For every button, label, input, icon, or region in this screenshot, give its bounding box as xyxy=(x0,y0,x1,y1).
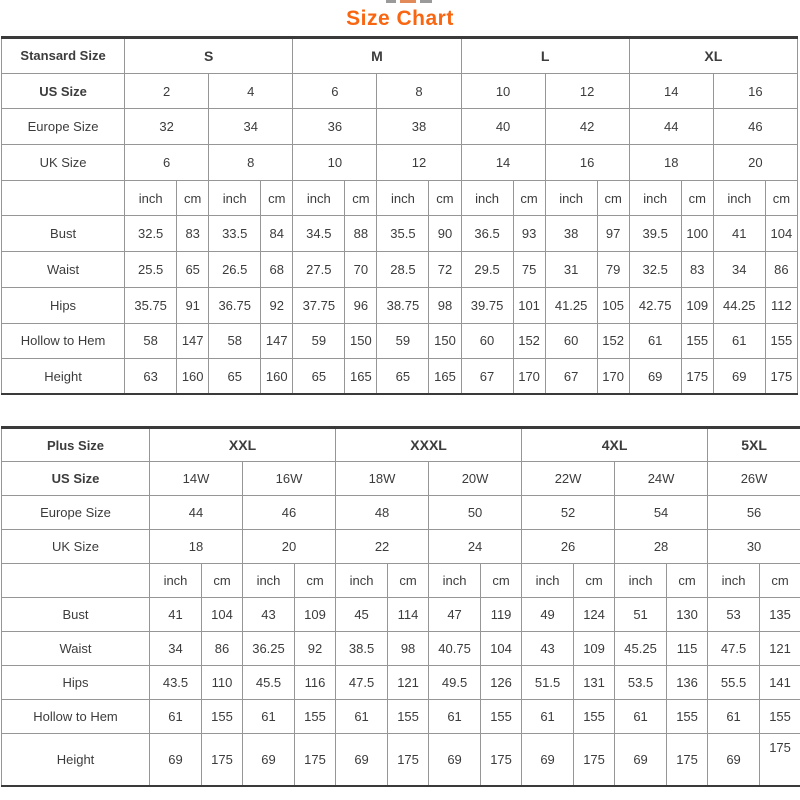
table-cell: 68 xyxy=(261,252,293,288)
table-cell: 115 xyxy=(667,632,708,666)
table-cell: 35.75 xyxy=(125,287,177,323)
table-cell: 42.75 xyxy=(629,287,681,323)
table-cell: 69 xyxy=(243,734,295,786)
unit-inch-header: inch xyxy=(209,180,261,216)
row-label: Waist xyxy=(2,252,125,288)
unit-inch-header: inch xyxy=(708,564,760,598)
row-label: UK Size xyxy=(2,530,150,564)
table-cell: 83 xyxy=(177,216,209,252)
row-label: Bust xyxy=(2,216,125,252)
table-cell: 34.5 xyxy=(293,216,345,252)
size-group-header: XXL xyxy=(150,428,336,462)
table-cell: 155 xyxy=(681,323,713,359)
table-cell: 37.75 xyxy=(293,287,345,323)
row-label: Hips xyxy=(2,287,125,323)
table-cell: 38 xyxy=(377,109,461,145)
table-cell: 33.5 xyxy=(209,216,261,252)
table-cell: 49.5 xyxy=(429,666,481,700)
table-cell: 155 xyxy=(388,700,429,734)
table-cell: 18 xyxy=(150,530,243,564)
table-row xyxy=(2,598,800,632)
table-cell: 45.5 xyxy=(243,666,295,700)
table-cell: 175 xyxy=(574,734,615,786)
table-cell: 86 xyxy=(765,252,797,288)
table-cell: 75 xyxy=(513,252,545,288)
table-cell: 155 xyxy=(760,700,800,734)
table-cell: 126 xyxy=(481,666,522,700)
table-cell: 41.25 xyxy=(545,287,597,323)
unit-inch-header: inch xyxy=(545,180,597,216)
table-cell: 54 xyxy=(615,496,708,530)
table-cell: 61 xyxy=(629,323,681,359)
table-cell: 25.5 xyxy=(125,252,177,288)
table-cell: 20 xyxy=(713,145,797,181)
unit-cm-header: cm xyxy=(345,180,377,216)
table-cell: 26.5 xyxy=(209,252,261,288)
table-cell: 41 xyxy=(713,216,765,252)
table-cell: 34 xyxy=(713,252,765,288)
table-cell: 155 xyxy=(202,700,243,734)
table-cell: 36.5 xyxy=(461,216,513,252)
table-cell: 34 xyxy=(209,109,293,145)
table-cell: 24 xyxy=(429,530,522,564)
table-cell: 44 xyxy=(150,496,243,530)
table-cell: 175 xyxy=(667,734,708,786)
table-cell: 170 xyxy=(513,359,545,395)
table-cell: 10 xyxy=(293,145,377,181)
table-row xyxy=(2,323,798,359)
table-row xyxy=(2,530,800,564)
table-cell: 150 xyxy=(429,323,461,359)
unit-inch-header: inch xyxy=(293,180,345,216)
row-label: Height xyxy=(2,359,125,395)
table-row xyxy=(2,666,800,700)
table-row xyxy=(2,73,798,109)
row-label: Europe Size xyxy=(2,109,125,145)
table-cell: 69 xyxy=(429,734,481,786)
table-cell: 61 xyxy=(708,700,760,734)
table-cell: 59 xyxy=(377,323,429,359)
table-row xyxy=(2,109,798,145)
unit-cm-header: cm xyxy=(667,564,708,598)
table-cell: 53 xyxy=(708,598,760,632)
table-cell: 39.5 xyxy=(629,216,681,252)
table-cell: 69 xyxy=(708,734,760,786)
table-cell: 152 xyxy=(597,323,629,359)
table-cell: 41 xyxy=(150,598,202,632)
table-cell: 110 xyxy=(202,666,243,700)
table-cell: 46 xyxy=(243,496,336,530)
table-cell: 44 xyxy=(629,109,713,145)
table-cell: 51 xyxy=(615,598,667,632)
table-cell: 152 xyxy=(513,323,545,359)
table-cell: 131 xyxy=(574,666,615,700)
row-label: Bust xyxy=(2,598,150,632)
table-cell: 72 xyxy=(429,252,461,288)
table-row xyxy=(2,428,800,462)
table-cell: 38 xyxy=(545,216,597,252)
table-cell: 39.75 xyxy=(461,287,513,323)
table-cell: 28 xyxy=(615,530,708,564)
table-cell: 65 xyxy=(293,359,345,395)
table-cell: 97 xyxy=(597,216,629,252)
table-cell: 67 xyxy=(545,359,597,395)
table-cell: 40 xyxy=(461,109,545,145)
table-cell: 43 xyxy=(243,598,295,632)
table-cell: 51.5 xyxy=(522,666,574,700)
table-cell: 56 xyxy=(708,496,800,530)
table-cell: 93 xyxy=(513,216,545,252)
table-cell: 109 xyxy=(574,632,615,666)
size-group-header: S xyxy=(125,38,293,74)
table-cell: 155 xyxy=(574,700,615,734)
size-group-header: 4XL xyxy=(522,428,708,462)
table-cell: 47 xyxy=(429,598,481,632)
table-cell: 44.25 xyxy=(713,287,765,323)
table-row xyxy=(2,734,800,786)
standard-size-table xyxy=(1,36,798,395)
table-cell: 16 xyxy=(713,73,797,109)
table-cell: 20 xyxy=(243,530,336,564)
table-row xyxy=(2,462,800,496)
table-cell: 90 xyxy=(429,216,461,252)
table-cell: 147 xyxy=(261,323,293,359)
table-row xyxy=(2,287,798,323)
unit-cm-header: cm xyxy=(202,564,243,598)
table-cell: 84 xyxy=(261,216,293,252)
unit-cm-header: cm xyxy=(597,180,629,216)
row-label: Hollow to Hem xyxy=(2,323,125,359)
table-cell: 58 xyxy=(125,323,177,359)
table-cell: 69 xyxy=(629,359,681,395)
table-cell: 70 xyxy=(345,252,377,288)
row-label: Hollow to Hem xyxy=(2,700,150,734)
table-cell: 165 xyxy=(345,359,377,395)
table-cell: 27.5 xyxy=(293,252,345,288)
table-cell: 55.5 xyxy=(708,666,760,700)
table-cell: 175 xyxy=(388,734,429,786)
table-cell: 52 xyxy=(522,496,615,530)
table-cell: 32.5 xyxy=(629,252,681,288)
table-cell: 8 xyxy=(377,73,461,109)
cropped-text-fragment xyxy=(386,0,456,4)
plus-size-table xyxy=(1,426,800,787)
table-cell: 61 xyxy=(336,700,388,734)
table-cell: 29.5 xyxy=(461,252,513,288)
table-cell: 18 xyxy=(629,145,713,181)
size-row-label: Plus Size xyxy=(2,428,150,462)
table-cell: 69 xyxy=(713,359,765,395)
table-cell: 69 xyxy=(615,734,667,786)
table-cell: 155 xyxy=(765,323,797,359)
table-cell: 10 xyxy=(461,73,545,109)
row-label: Europe Size xyxy=(2,496,150,530)
table-cell: 18W xyxy=(336,462,429,496)
table-cell: 43.5 xyxy=(150,666,202,700)
table-row xyxy=(2,145,798,181)
unit-inch-header: inch xyxy=(461,180,513,216)
page-title: Size Chart xyxy=(346,7,454,30)
row-label: Waist xyxy=(2,632,150,666)
table-cell: 61 xyxy=(150,700,202,734)
table-cell: 32 xyxy=(125,109,209,145)
table-cell: 165 xyxy=(429,359,461,395)
table-cell: 32.5 xyxy=(125,216,177,252)
row-label: Hips xyxy=(2,666,150,700)
table-cell: 47.5 xyxy=(336,666,388,700)
unit-inch-header: inch xyxy=(629,180,681,216)
table-cell: 92 xyxy=(295,632,336,666)
table-cell: 60 xyxy=(545,323,597,359)
row-label: US Size xyxy=(2,462,150,496)
table-cell: 109 xyxy=(295,598,336,632)
table-cell: 61 xyxy=(429,700,481,734)
table-cell: 83 xyxy=(681,252,713,288)
table-cell: 61 xyxy=(713,323,765,359)
unit-inch-header: inch xyxy=(336,564,388,598)
table-cell: 79 xyxy=(597,252,629,288)
table-cell: 155 xyxy=(667,700,708,734)
table-cell: 61 xyxy=(522,700,574,734)
table-row xyxy=(2,38,798,74)
row-label: Height xyxy=(2,734,150,786)
unit-inch-header: inch xyxy=(243,564,295,598)
table-cell: 65 xyxy=(177,252,209,288)
table-cell: 100 xyxy=(681,216,713,252)
table-cell: 130 xyxy=(667,598,708,632)
table-cell: 24W xyxy=(615,462,708,496)
table-cell: 35.5 xyxy=(377,216,429,252)
table-cell: 67 xyxy=(461,359,513,395)
table-cell: 48 xyxy=(336,496,429,530)
table-cell: 58 xyxy=(209,323,261,359)
size-group-header: XXXL xyxy=(336,428,522,462)
unit-inch-header: inch xyxy=(713,180,765,216)
table-cell: 45 xyxy=(336,598,388,632)
unit-inch-header: inch xyxy=(522,564,574,598)
table-row xyxy=(2,700,800,734)
unit-header-row xyxy=(2,564,800,598)
table-cell: 121 xyxy=(388,666,429,700)
unit-inch-header: inch xyxy=(615,564,667,598)
table-cell: 114 xyxy=(388,598,429,632)
table-cell: 65 xyxy=(209,359,261,395)
table-cell: 96 xyxy=(345,287,377,323)
unit-cm-header: cm xyxy=(765,180,797,216)
unit-header-row xyxy=(2,180,798,216)
unit-inch-header: inch xyxy=(150,564,202,598)
table-cell: 38.75 xyxy=(377,287,429,323)
table-cell: 98 xyxy=(429,287,461,323)
size-group-header: L xyxy=(461,38,629,74)
table-row xyxy=(2,359,798,395)
table-cell: 124 xyxy=(574,598,615,632)
table-cell: 175 xyxy=(681,359,713,395)
table-row xyxy=(2,496,800,530)
unit-cm-header: cm xyxy=(760,564,800,598)
size-group-header: XL xyxy=(629,38,797,74)
table-cell: 14 xyxy=(461,145,545,181)
table-cell: 28.5 xyxy=(377,252,429,288)
table-cell: 16 xyxy=(545,145,629,181)
size-row-label: Stansard Size xyxy=(2,38,125,74)
table-cell: 104 xyxy=(202,598,243,632)
size-group-header: 5XL xyxy=(708,428,800,462)
table-cell: 31 xyxy=(545,252,597,288)
table-cell: 59 xyxy=(293,323,345,359)
table-cell: 12 xyxy=(545,73,629,109)
table-cell: 53.5 xyxy=(615,666,667,700)
table-cell: 150 xyxy=(345,323,377,359)
table-cell: 34 xyxy=(150,632,202,666)
table-cell: 121 xyxy=(760,632,800,666)
table-cell: 155 xyxy=(481,700,522,734)
unit-cm-header: cm xyxy=(513,180,545,216)
table-cell: 109 xyxy=(681,287,713,323)
table-cell: 135 xyxy=(760,598,800,632)
table-cell: 86 xyxy=(202,632,243,666)
row-label xyxy=(2,564,150,598)
table-cell: 155 xyxy=(295,700,336,734)
row-label: UK Size xyxy=(2,145,125,181)
table-cell: 92 xyxy=(261,287,293,323)
row-label: US Size xyxy=(2,73,125,109)
table-cell: 42 xyxy=(545,109,629,145)
size-group-header: M xyxy=(293,38,461,74)
table-cell: 36 xyxy=(293,109,377,145)
table-cell: 105 xyxy=(597,287,629,323)
table-cell: 60 xyxy=(461,323,513,359)
table-cell: 40.75 xyxy=(429,632,481,666)
table-cell: 6 xyxy=(293,73,377,109)
table-row xyxy=(2,252,798,288)
table-cell: 4 xyxy=(209,73,293,109)
table-cell: 36.75 xyxy=(209,287,261,323)
table-cell: 46 xyxy=(713,109,797,145)
table-cell: 38.5 xyxy=(336,632,388,666)
table-cell: 175 xyxy=(765,359,797,395)
table-cell: 14W xyxy=(150,462,243,496)
unit-inch-header: inch xyxy=(377,180,429,216)
table-cell: 147 xyxy=(177,323,209,359)
table-cell: 16W xyxy=(243,462,336,496)
table-cell: 119 xyxy=(481,598,522,632)
table-cell: 20W xyxy=(429,462,522,496)
table-row xyxy=(2,632,800,666)
unit-cm-header: cm xyxy=(177,180,209,216)
unit-cm-header: cm xyxy=(574,564,615,598)
table-cell: 170 xyxy=(597,359,629,395)
table-cell: 175 xyxy=(481,734,522,786)
unit-cm-header: cm xyxy=(481,564,522,598)
table-cell: 2 xyxy=(125,73,209,109)
table-cell: 175 xyxy=(202,734,243,786)
unit-inch-header: inch xyxy=(125,180,177,216)
table-cell: 50 xyxy=(429,496,522,530)
table-cell: 136 xyxy=(667,666,708,700)
table-cell: 160 xyxy=(177,359,209,395)
table-cell: 49 xyxy=(522,598,574,632)
unit-cm-header: cm xyxy=(681,180,713,216)
table-cell: 65 xyxy=(377,359,429,395)
table-cell: 69 xyxy=(336,734,388,786)
table-row xyxy=(2,216,798,252)
table-cell: 22 xyxy=(336,530,429,564)
table-cell: 47.5 xyxy=(708,632,760,666)
table-cell: 61 xyxy=(243,700,295,734)
unit-cm-header: cm xyxy=(388,564,429,598)
table-cell: 88 xyxy=(345,216,377,252)
unit-cm-header: cm xyxy=(295,564,336,598)
table-cell: 104 xyxy=(481,632,522,666)
unit-cm-header: cm xyxy=(429,180,461,216)
table-cell: 12 xyxy=(377,145,461,181)
table-cell: 69 xyxy=(522,734,574,786)
row-label xyxy=(2,180,125,216)
table-cell: 141 xyxy=(760,666,800,700)
table-cell: 8 xyxy=(209,145,293,181)
unit-inch-header: inch xyxy=(429,564,481,598)
table-cell: 98 xyxy=(388,632,429,666)
table-cell: 104 xyxy=(765,216,797,252)
table-cell: 43 xyxy=(522,632,574,666)
table-cell: 160 xyxy=(261,359,293,395)
table-cell: 30 xyxy=(708,530,800,564)
table-cell: 6 xyxy=(125,145,209,181)
table-cell: 63 xyxy=(125,359,177,395)
table-cell: 69 xyxy=(150,734,202,786)
table-cell: 175 xyxy=(295,734,336,786)
unit-cm-header: cm xyxy=(261,180,293,216)
table-cell: 112 xyxy=(765,287,797,323)
table-cell: 101 xyxy=(513,287,545,323)
table-cell: 116 xyxy=(295,666,336,700)
table-cell: 22W xyxy=(522,462,615,496)
table-cell: 14 xyxy=(629,73,713,109)
table-cell: 175 xyxy=(760,734,800,786)
table-cell: 26 xyxy=(522,530,615,564)
table-cell: 45.25 xyxy=(615,632,667,666)
table-cell: 91 xyxy=(177,287,209,323)
table-cell: 61 xyxy=(615,700,667,734)
table-cell: 36.25 xyxy=(243,632,295,666)
table-cell: 26W xyxy=(708,462,800,496)
